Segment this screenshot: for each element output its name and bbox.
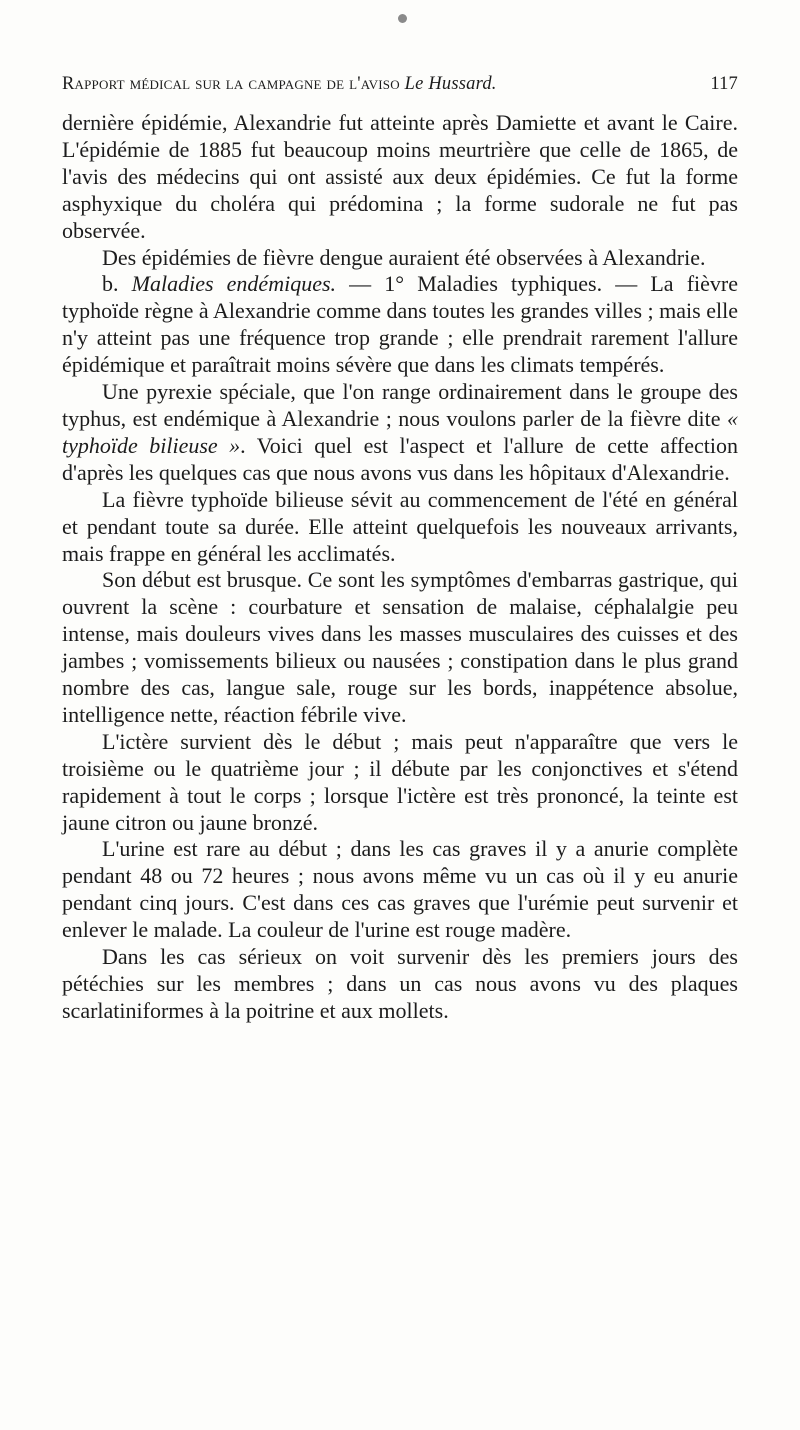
subsection-title: 1° Maladies typhiques. <box>384 271 603 297</box>
paragraph-section-b: b. Maladies endémiques. — 1° Maladies typhiques. — La fièvre typhoïde règne à Alexandrie comme dans toutes les grandes villes ; mais elle n'y atteint pas une fréquence trop grande ; elle prendrait rarement l'allure épidémique et paraîtrait moins sévère que dans les climats tempérés. <box>62 271 738 378</box>
paragraph: Des épidémies de fièvre dengue auraient été observées à Alexandrie. <box>102 244 706 270</box>
paragraph: La fièvre typhoïde bilieuse sévit au commencement de l'été en général et pendant toute sa durée. Elle atteint quelquefois les nouveaux arrivants, mais frappe en général les acclimatés. <box>62 486 738 566</box>
paragraph: Une pyrexie spéciale, que l'on range ordinairement dans le groupe des typhus, est endémique à Alexandrie ; nous voulons parler de la fièvre dite « typhoïde bilieuse ». Voici quel est l'aspect et l'allure de cette affection d'après les quelques cas que nous avons vus dans les hôpitaux d'Alexandrie. <box>62 379 739 485</box>
running-head-title: Rapport médical sur la campagne de l'aviso Le Hussard. <box>62 74 497 94</box>
page-body <box>62 110 738 1025</box>
paragraph: L'ictère survient dès le début ; mais peut n'apparaître que vers le troisième ou le quatrième jour ; il débute par les conjonctives et s'étend rapidement à tout le corps ; lorsque l'ictère est très prononcé, la teinte est jaune citron ou jaune bronzé. <box>62 728 738 835</box>
page-number: 117 <box>710 74 738 94</box>
paragraph: L'urine est rare au début ; dans les cas graves il y a anurie complète pendant 48 ou 72 heures ; nous avons même vu un cas où il y eu anurie pendant cinq jours. C'est dans ces cas graves que l'urémie peut survenir et enlever le malade. La couleur de l'urine est rouge madère. <box>62 836 738 943</box>
paragraph-text: fièvre typhoïde règne à Alexandrie comme dans toutes les grandes villes ; mais elle n'y atteint pas une fréquence trop grande ; elle prendrait rarement l'allure épidémique et paraîtrait moins sévère que dans les climats tempérés. <box>62 271 738 378</box>
running-header <box>62 74 738 95</box>
paragraph: dernière épidémie, Alexandrie fut atteinte après Damiette et avant le Caire. L'épidémie de 1885 fut beaucoup moins meurtrière que celle de 1865, de l'avis des médecins qui ont assisté aux deux épidémies. Ce fut la forme asphyxique du choléra qui prédomina ; la forme sudorale ne fut pas observée. <box>62 110 738 243</box>
paragraph: Son début est brusque. Ce sont les symptômes d'embarras gastrique, qui ouvrent la scène : courbature et sensation de malaise, céphalalgie peu intense, mais douleurs vives dans les masses musculaires des cuisses et des jambes ; vomissements bilieux ou nausées ; constipation dans le plus grand nombre des cas, langue sale, rouge sur les bords, inappétence absolue, intelligence nette, réaction fébrile vive. <box>62 567 738 727</box>
paragraph: Dans les cas sérieux on voit survenir dès les premiers jours des pétéchies sur les membres ; dans un cas nous avons vu des plaques scarlatiniformes à la poitrine et aux mollets. <box>62 944 738 1023</box>
ink-dot <box>398 14 407 23</box>
section-label: b. <box>102 271 119 297</box>
ship-name: Le Hussard. <box>404 74 497 94</box>
section-title: Maladies endémiques. <box>131 271 337 297</box>
quoted-term: « typhoïde bilieuse » <box>62 405 739 458</box>
